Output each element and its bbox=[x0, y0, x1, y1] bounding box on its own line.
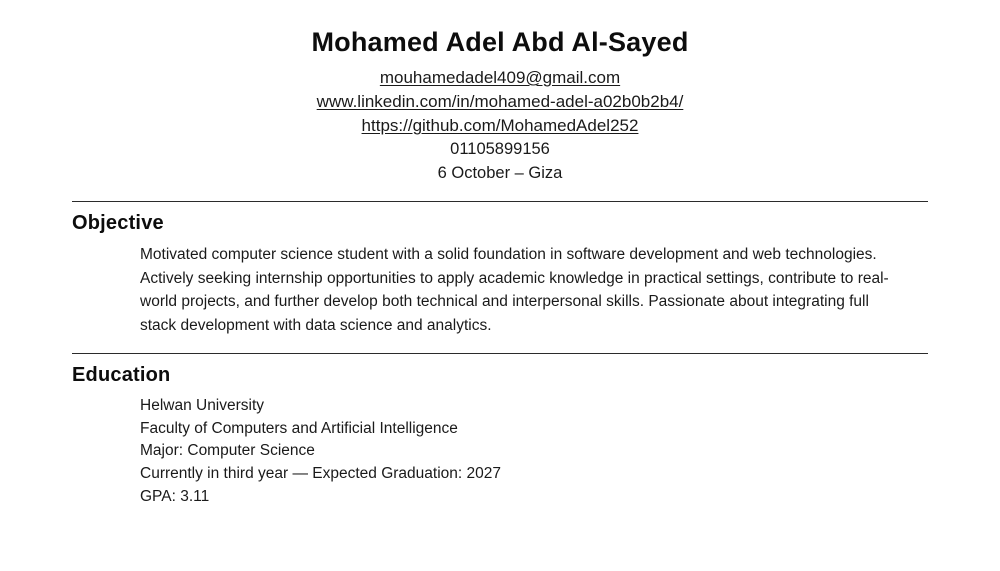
education-year: Currently in third year — Expected Graduation: 2027 bbox=[140, 465, 501, 483]
phone-number: 01105899156 bbox=[450, 140, 550, 159]
github-link[interactable]: https://github.com/MohamedAdel252 bbox=[361, 116, 639, 135]
objective-paragraph: Motivated computer science student with a solid foundation in software development and web technologies. Actively seeking internship opportunities to apply academic knowledge in practical settings, contribute to real-world projects, and further develop both technical and interpersonal skills. Passionate about integrating full stack development with data science and analytics. bbox=[140, 245, 889, 334]
section-objective bbox=[72, 201, 928, 337]
education-gpa: GPA: 3.11 bbox=[140, 487, 210, 505]
objective-body bbox=[72, 243, 928, 337]
education-body bbox=[72, 395, 928, 508]
linkedin-link[interactable]: www.linkedin.com/in/mohamed-adel-a02b0b2b4/ bbox=[316, 91, 684, 111]
section-divider bbox=[72, 201, 928, 202]
education-major: Major: Computer Science bbox=[140, 442, 315, 460]
section-title-education: Education bbox=[72, 364, 171, 387]
candidate-name: Mohamed Adel Abd Al-Sayed bbox=[311, 27, 689, 57]
section-title-objective: Objective bbox=[72, 211, 164, 234]
section-education bbox=[72, 353, 928, 508]
section-divider bbox=[72, 353, 928, 354]
email-link[interactable]: mouhamedadel409@gmail.com bbox=[379, 67, 621, 87]
location-text: 6 October – Giza bbox=[437, 163, 563, 182]
education-university: Helwan University bbox=[140, 397, 265, 415]
resume-header bbox=[72, 0, 928, 185]
education-faculty: Faculty of Computers and Artificial Intelligence bbox=[140, 419, 458, 437]
